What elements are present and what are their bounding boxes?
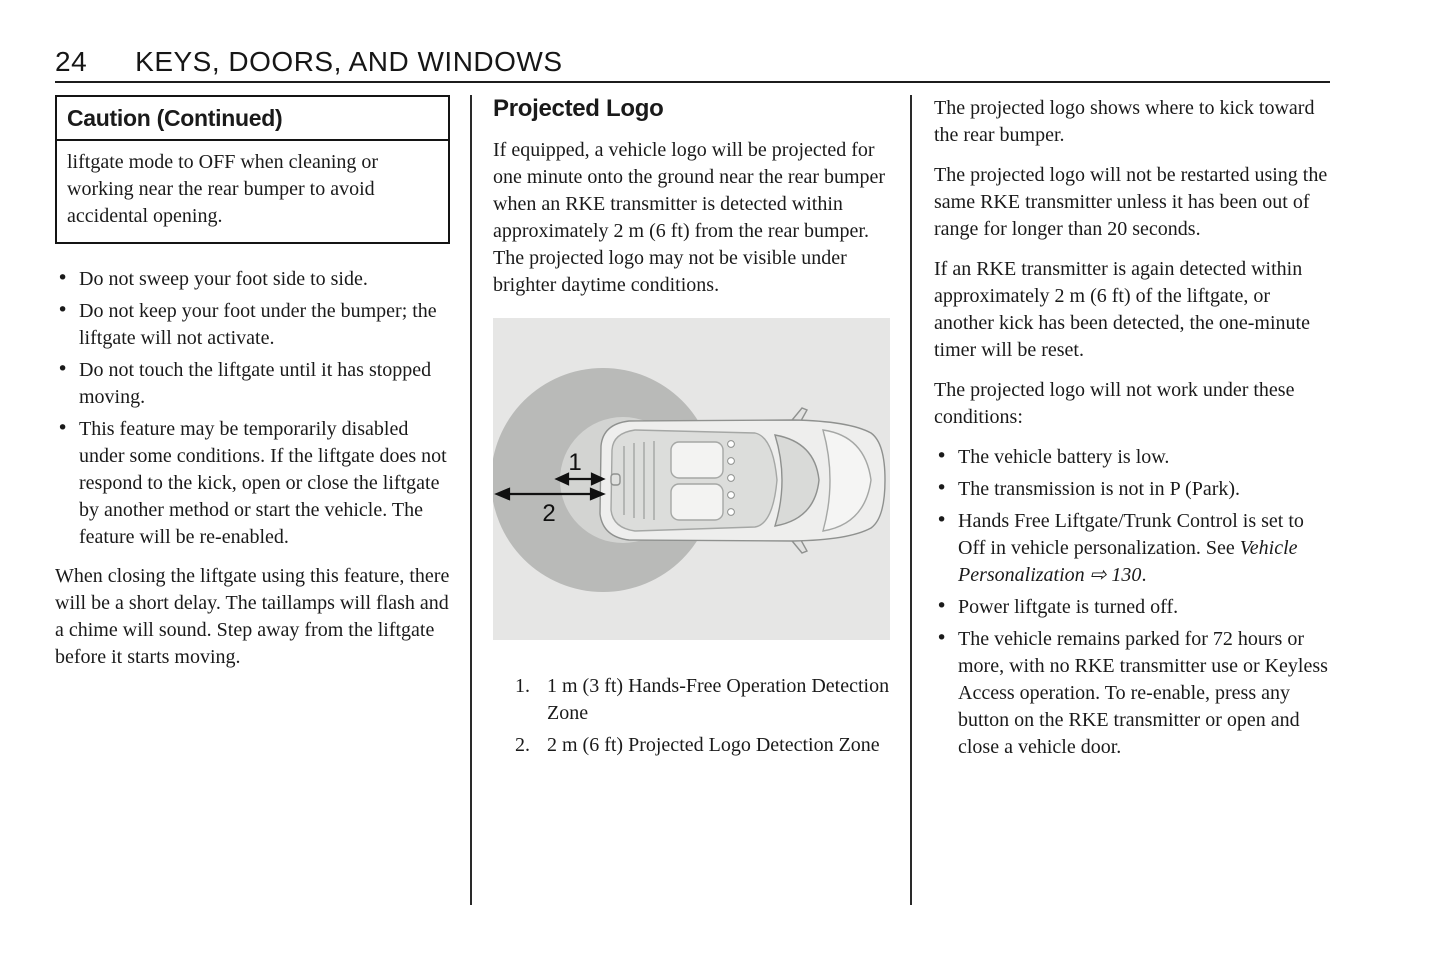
figure-caption xyxy=(493,673,890,759)
header-rule xyxy=(55,81,1330,83)
caution-box-title: Caution (Continued) xyxy=(57,97,448,141)
page-title: KEYS, DOORS, AND WINDOWS xyxy=(135,46,563,77)
projected-logo-intro: If equipped, a vehicle logo will be projected for one minute onto the ground near the rear bumper when an RKE transmitter is detected within approximately 2 m (6 ft) from the rear bumper. The projected logo may not be visible under brighter daytime conditions. xyxy=(493,139,886,296)
list-item: • Do not sweep your foot side to side. xyxy=(55,266,450,293)
zone-label-1: 1 xyxy=(568,449,582,476)
paragraph: If an RKE transmitter is again detected within approximately 2 m (6 ft) of the liftgate, or another kick has been detected, the one-minute timer will be reset. xyxy=(934,258,1310,361)
column-divider-left xyxy=(470,95,472,905)
caption-number: 1. xyxy=(515,675,530,697)
list-item: • Do not keep your foot under the bumper; the liftgate will not activate. xyxy=(55,298,450,352)
list-item: • Power liftgate is turned off. xyxy=(934,594,1332,621)
paragraph: The projected logo shows where to kick toward the rear bumper. xyxy=(934,97,1315,146)
caution-bullet-list xyxy=(55,266,450,551)
detection-zone-diagram xyxy=(493,318,890,640)
list-item: • The vehicle remains parked for 72 hours or more, with no RKE transmitter use or Keyless Access operation. To re-enable, press any button on the RKE transmitter or open and close a vehicle door. xyxy=(934,626,1332,761)
zone-label-2: 2 xyxy=(542,500,556,527)
page-header xyxy=(55,46,1330,78)
list-item: • Do not touch the liftgate until it has stopped moving. xyxy=(55,357,450,411)
caption-item xyxy=(493,673,890,727)
caption-item xyxy=(493,732,890,759)
paragraph: The projected logo will not be restarted using the same RKE transmitter unless it has been out of range for longer than 20 seconds. xyxy=(934,164,1328,240)
caption-text: 1 m (3 ft) Hands-Free Operation Detection Zone xyxy=(547,675,890,724)
vehicle-top-view xyxy=(600,408,885,553)
page-number: 24 xyxy=(55,46,88,77)
list-item: • The transmission is not in P (Park). xyxy=(934,476,1332,503)
middle-column xyxy=(493,95,890,764)
left-column xyxy=(55,95,450,684)
section-heading-projected-logo: Projected Logo xyxy=(493,95,664,122)
caption-text: 2 m (6 ft) Projected Logo Detection Zone xyxy=(547,734,880,756)
caution-box xyxy=(55,95,450,244)
right-column xyxy=(934,95,1332,773)
closing-paragraph: When closing the liftgate using this feature, there will be a short delay. The taillamps will flash and a chime will sound. Step away from the liftgate before it starts moving. xyxy=(55,565,450,668)
conditions-bullet-list xyxy=(934,444,1332,761)
list-item: • Hands Free Liftgate/Trunk Control is set to Off in vehicle personalization. See Vehicle Personalization ⇨ 130. xyxy=(934,508,1332,589)
paragraph: The projected logo will not work under these conditions: xyxy=(934,379,1295,428)
caption-number: 2. xyxy=(515,734,530,756)
caution-box-body: liftgate mode to OFF when cleaning or working near the rear bumper to avoid accidental opening. xyxy=(67,151,379,227)
column-divider-right xyxy=(910,95,912,905)
cross-reference: Vehicle Personalization ⇨ 130 xyxy=(958,537,1298,586)
list-item: • The vehicle battery is low. xyxy=(934,444,1332,471)
list-item: • This feature may be temporarily disabled under some conditions. If the liftgate does not respond to the kick, open or close the liftgate by another method or start the vehicle. The feature will be re-enabled. xyxy=(55,416,450,551)
